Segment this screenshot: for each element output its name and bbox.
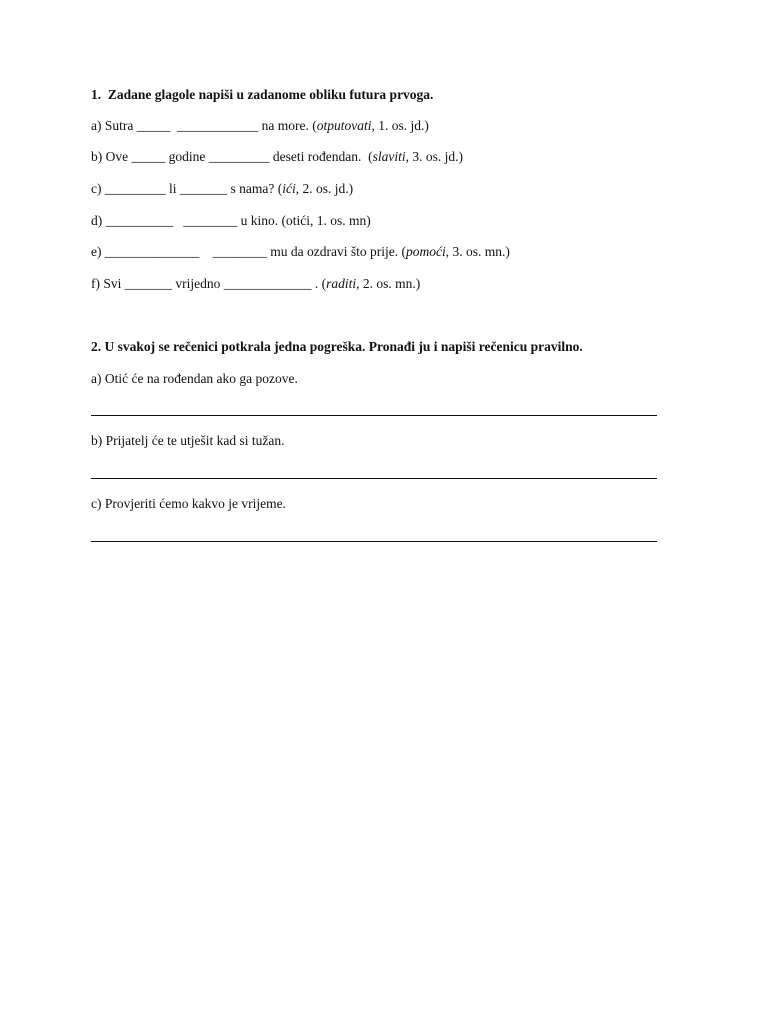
task1-item-b-text: b) Ove _____ godine _________ deseti rođendan. ( <box>91 149 373 164</box>
task1-item-c-form: , 2. os. jd.) <box>295 181 354 196</box>
task2-item-b: b) Prijatelj će te utješit kad si tužan. <box>91 433 285 448</box>
task1-item-c-text: c) _________ li _______ s nama? ( <box>91 181 283 196</box>
answer-line-c <box>91 541 657 542</box>
task1-item-f-form: , 2. os. mn.) <box>356 276 421 291</box>
answer-line-a <box>91 415 657 416</box>
task1-item-b-form: , 3. os. jd.) <box>405 149 463 164</box>
task1-item-a-verb: otputovati <box>316 118 372 133</box>
task1-item-e <box>91 244 510 260</box>
task1-item-a-text: a) Sutra _____ ____________ na more. ( <box>91 118 317 133</box>
answer-line-b <box>91 478 657 479</box>
task2-item-c: c) Provjeriti ćemo kakvo je vrijeme. <box>91 496 286 511</box>
task2-item-a: a) Otić će na rođendan ako ga pozove. <box>91 371 298 386</box>
task1-item-b-verb: slaviti <box>372 149 406 164</box>
task1-item-d: d) __________ ________ u kino. (otići, 1. os. mn) <box>91 213 371 228</box>
task1-item-c-verb: ići <box>282 181 296 196</box>
task1-item-f-text: f) Svi _______ vrijedno _____________ . ( <box>91 276 327 291</box>
task1-item-b <box>91 149 463 165</box>
task1-item-e-form: , 3. os. mn.) <box>445 244 510 259</box>
task1-item-a-form: , 1. os. jd.) <box>371 118 429 133</box>
task1-item-f <box>91 276 420 292</box>
task2-heading: 2. U svakoj se rečenici potkrala jedna pogreška. Pronađi ju i napiši rečenicu pravilno. <box>91 339 583 354</box>
task1-heading: 1. Zadane glagole napiši u zadanome obliku futura prvoga. <box>91 87 434 102</box>
task1-item-e-verb: pomoći <box>405 244 446 259</box>
task1-item-f-verb: raditi <box>326 276 357 291</box>
task1-item-c <box>91 181 353 197</box>
task1-item-a <box>91 118 429 134</box>
task1-item-e-text: e) ______________ ________ mu da ozdravi što prije. ( <box>91 244 406 259</box>
